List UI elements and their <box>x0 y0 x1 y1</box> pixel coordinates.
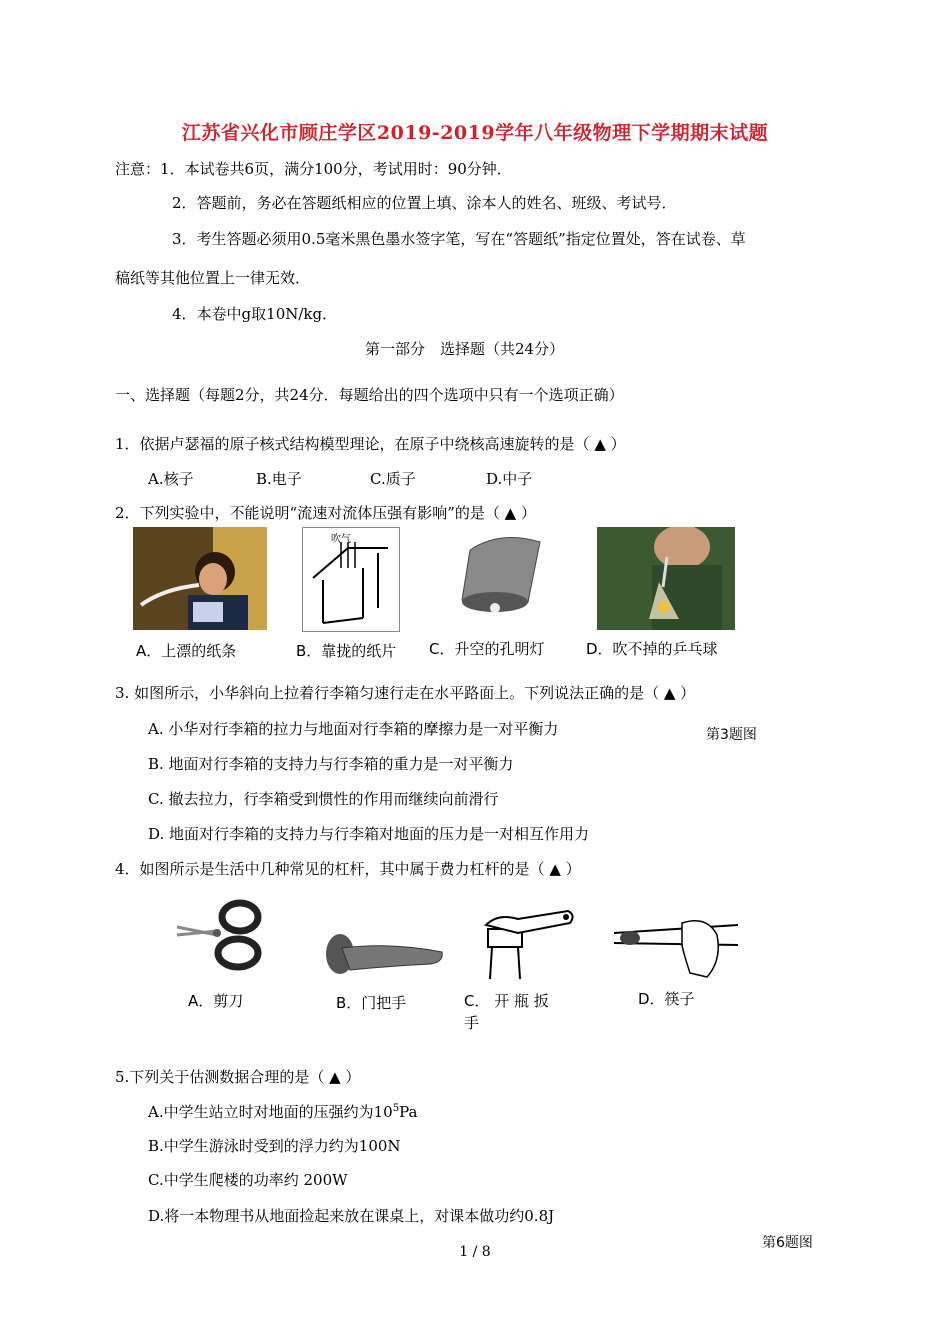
q4-option-b: B．门把手 <box>336 994 407 1012</box>
q5-option-a-exponent: 5 <box>392 1103 400 1114</box>
question-5-stem: 5.下列关于估测数据合理的是（ ▲ ） <box>115 1068 361 1086</box>
question-2-stem: 2．下列实验中，不能说明“流速对流体压强有影响”的是（ ▲ ） <box>115 504 536 522</box>
q1-option-b: B.电子 <box>256 470 302 488</box>
section-heading: 一、选择题（每题2分，共24分．每题给出的四个选项中只有一个选项正确） <box>115 386 624 404</box>
q5-option-c: C.中学生爬楼的功率约 200W <box>148 1171 348 1189</box>
paper-sheets-figure <box>302 527 400 632</box>
fig6-label: 第6题图 <box>762 1235 813 1251</box>
part-heading: 第一部分 选择题（共24分） <box>365 340 565 358</box>
q1-option-c: C.质子 <box>370 470 416 488</box>
q2-option-c: C．升空的孔明灯 <box>429 640 545 658</box>
page-number: 1 / 8 <box>459 1244 491 1260</box>
question-3-stem: 3. 如图所示，小华斜向上拉着行李箱匀速行走在水平路面上。下列说法正确的是（ ▲ ） <box>115 684 696 702</box>
q3-option-a: A. 小华对行李箱的拉力与地面对行李箱的摩擦力是一对平衡力 <box>148 720 559 738</box>
q4-option-a: A．剪刀 <box>188 992 244 1010</box>
exam-title: 江苏省兴化市顾庄学区2019-2019学年八年级物理下学期期末试题 <box>181 122 769 144</box>
q5-option-d: D.将一本物理书从地面捡起来放在课桌上，对课本做功约0.8J <box>148 1207 555 1225</box>
bottle-opener-figure <box>478 905 578 980</box>
scissors-figure <box>172 895 267 973</box>
note-4: 4．本卷中g取10N/kg． <box>172 305 338 323</box>
q5-option-a-unit: Pa <box>399 1103 418 1121</box>
q5-option-a-text: A.中学生站立时对地面的压强约为10 <box>148 1103 393 1121</box>
q5-option-b: B.中学生游泳时受到的浮力约为100N <box>148 1137 401 1155</box>
paper-strip-photo <box>133 527 267 630</box>
q3-option-d: D. 地面对行李箱的支持力与行李箱对地面的压力是一对相互作用力 <box>148 825 590 843</box>
ping-pong-photo <box>597 527 735 630</box>
door-handle-figure <box>320 922 448 982</box>
q2-option-d: D．吹不掉的乒乓球 <box>586 640 718 658</box>
blow-label: 吹气 <box>331 534 351 545</box>
q1-option-d: D.中子 <box>486 470 533 488</box>
note-2: 2．答题前，务必在答题纸相应的位置上填、涂本人的姓名、班级、考试号． <box>172 194 677 212</box>
note-3: 3．考生答题必须用0.5毫米黑色墨水签字笔，写在“答题纸”指定位置处，答在试卷、草 <box>172 230 746 248</box>
sky-lantern-figure <box>450 530 550 630</box>
q4-option-d: D．筷子 <box>638 990 695 1008</box>
q4-option-c: C． 开 瓶 扳 <box>464 992 549 1010</box>
q2-option-a: A．上漂的纸条 <box>136 642 237 660</box>
question-1-stem: 1．依据卢瑟福的原子核式结构模型理论，在原子中绕核高速旋转的是（ ▲ ） <box>115 435 626 453</box>
q3-option-b: B. 地面对行李箱的支持力与行李箱的重力是一对平衡力 <box>148 755 514 773</box>
q3-option-c: C. 撤去拉力，行李箱受到惯性的作用而继续向前滑行 <box>148 790 499 808</box>
q4-option-c-cont: 手 <box>464 1014 480 1032</box>
q1-option-a: A.核子 <box>148 470 194 488</box>
q2-option-b: B．靠拢的纸片 <box>296 642 397 660</box>
note-3-cont: 稿纸等其他位置上一律无效． <box>115 269 311 287</box>
q5-option-a <box>148 1101 417 1122</box>
question-4-stem: 4．如图所示是生活中几种常见的杠杆，其中属于费力杠杆的是（ ▲ ） <box>115 860 581 878</box>
fig3-label: 第3题图 <box>706 727 757 743</box>
chopsticks-figure <box>612 915 740 983</box>
note-1: 注意：1．本试卷共6页，满分100分，考试用时：90分钟． <box>115 160 512 178</box>
